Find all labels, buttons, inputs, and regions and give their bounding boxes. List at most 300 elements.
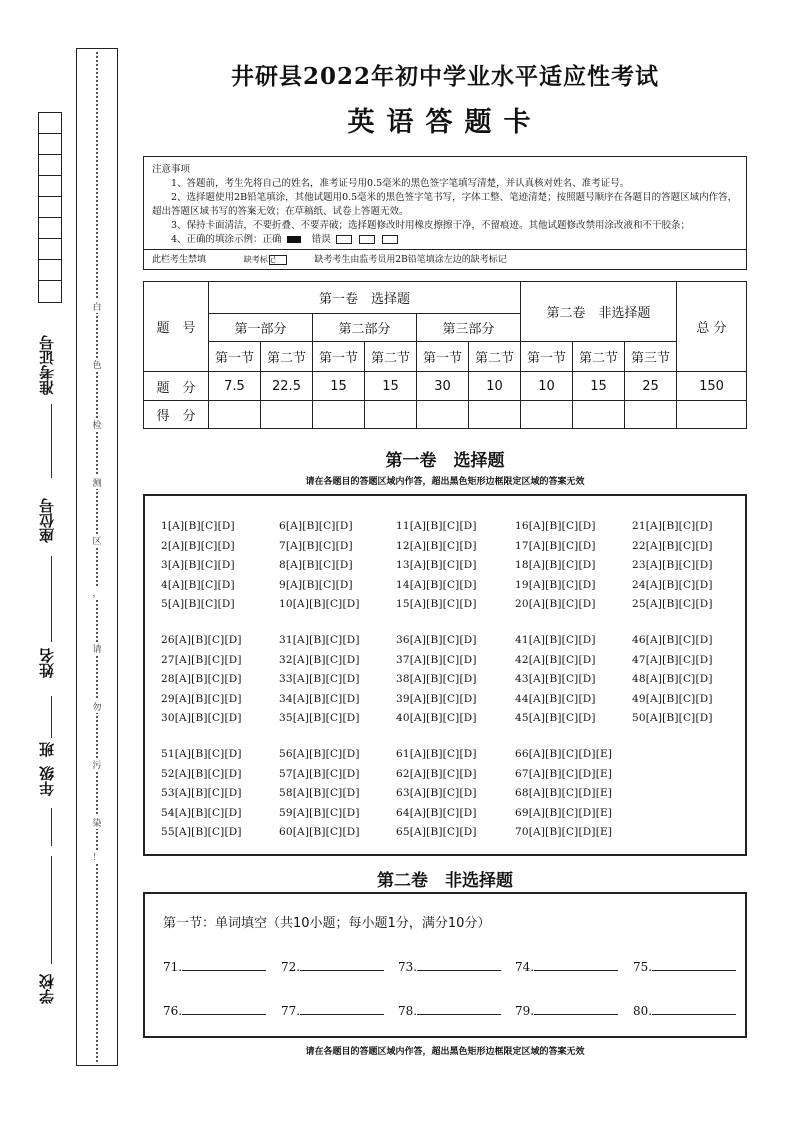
got-cell[interactable] <box>261 401 313 429</box>
answer-options[interactable]: [A][B][C][D] <box>167 539 235 552</box>
question-number: 47 <box>632 653 646 666</box>
answer-options[interactable]: [A][B][C][D] <box>528 653 596 666</box>
question-number: 57 <box>279 767 293 780</box>
answer-options[interactable]: [A][B][C][D] <box>292 748 360 760</box>
question-16[interactable] <box>515 520 596 532</box>
section2-note: 请在各题目的答题区域内作答，超出黑色矩形边框限定区域的答案无效 <box>305 1047 585 1057</box>
question-43[interactable] <box>515 673 596 685</box>
question-13[interactable] <box>396 559 477 571</box>
question-number: 12 <box>396 539 410 552</box>
correct-fill-example <box>287 236 301 243</box>
question-33[interactable] <box>279 673 360 685</box>
question-number: 42 <box>515 653 529 666</box>
score-part2-header: 第二卷 非选择题 <box>521 282 677 342</box>
question-62[interactable] <box>396 768 477 780</box>
score-value: 7.5 <box>209 372 261 401</box>
exam-number-grid <box>38 112 62 303</box>
answer-options[interactable]: [A][B][C][D] <box>528 559 596 571</box>
answer-options[interactable]: [A][B][C][D] <box>167 578 235 591</box>
answer-options[interactable]: [A][B][C][D] <box>409 767 477 780</box>
question-number: 69 <box>515 806 529 819</box>
dot-text-10: 染 <box>91 816 103 829</box>
question-26[interactable] <box>161 634 242 646</box>
score-value: 15 <box>365 372 417 401</box>
dot-text-5: 区 <box>91 534 103 547</box>
question-63[interactable] <box>396 787 477 799</box>
question-25[interactable] <box>632 598 713 610</box>
answer-options[interactable]: [A][B][C][D] <box>645 578 713 591</box>
answer-options[interactable]: [A][B][C][D] <box>174 692 242 705</box>
answer-options[interactable]: [A][B][C][D] <box>292 653 360 666</box>
question-number: 46 <box>632 634 646 646</box>
question-number: 45 <box>515 712 529 724</box>
got-cell[interactable] <box>417 401 469 429</box>
answer-options[interactable]: [A][B][C][D] <box>292 806 360 819</box>
question-number: 64 <box>396 806 410 819</box>
grade-label: 年级 <box>38 766 56 796</box>
answer-options[interactable]: [A][B][C][D] <box>528 520 596 532</box>
question-8[interactable] <box>279 559 353 571</box>
question-9[interactable] <box>279 579 353 591</box>
score-table <box>143 281 747 429</box>
score-section-4: 第二节 <box>365 342 417 372</box>
question-number: 23 <box>632 559 646 571</box>
score-part1-header: 第一卷 选择题 <box>209 282 521 314</box>
question-number: 1 <box>161 520 168 532</box>
score-value: 30 <box>417 372 469 401</box>
question-3[interactable] <box>161 559 235 571</box>
answer-options[interactable]: [A][B][C][D] <box>409 787 477 799</box>
question-number: 52 <box>161 767 175 780</box>
question-59[interactable] <box>279 807 360 819</box>
blank-74[interactable]: 74. <box>515 958 618 974</box>
question-48[interactable] <box>632 673 713 685</box>
question-number: 43 <box>515 673 529 685</box>
answer-options[interactable]: [A][B][C][D] <box>167 598 235 610</box>
question-7[interactable] <box>279 540 353 552</box>
question-number: 31 <box>279 634 293 646</box>
question-number: 18 <box>515 559 529 571</box>
question-number: 53 <box>161 787 175 799</box>
question-41[interactable] <box>515 634 596 646</box>
question-number: 35 <box>279 712 293 724</box>
question-number: 55 <box>161 826 175 838</box>
question-number: 21 <box>632 520 646 532</box>
answer-options[interactable]: [A][B][C][D] <box>174 712 242 724</box>
notice-box <box>143 156 747 270</box>
question-number: 50 <box>632 712 646 724</box>
question-64[interactable] <box>396 807 477 819</box>
section1-title: 第一卷 选择题 <box>385 451 505 471</box>
score-value: 22.5 <box>261 372 313 401</box>
score-section-7: 第一节 <box>521 342 573 372</box>
answer-sheet-title: 英语答题卡 <box>347 107 543 138</box>
answer-options[interactable]: [A][B][C][D] <box>174 767 242 780</box>
answer-options[interactable]: [A][B][C][D] <box>528 539 596 552</box>
question-18[interactable] <box>515 559 596 571</box>
answer-options[interactable]: [A][B][C][D] <box>285 539 353 552</box>
question-67[interactable] <box>515 768 612 780</box>
answer-options[interactable]: [A][B][C][D] <box>292 787 360 799</box>
answer-options[interactable]: [A][B][C][D] <box>528 578 596 591</box>
got-cell[interactable] <box>573 401 625 429</box>
question-11[interactable] <box>396 520 477 532</box>
school-label: 学校 <box>38 974 56 1004</box>
question-number: 19 <box>515 578 529 591</box>
got-cell[interactable] <box>469 401 521 429</box>
question-number: 17 <box>515 539 529 552</box>
question-number: 44 <box>515 692 529 705</box>
question-51[interactable] <box>161 748 242 760</box>
question-number: 27 <box>161 653 175 666</box>
question-number: 15 <box>396 598 410 610</box>
answer-options[interactable]: [A][B][C][D] <box>174 826 242 838</box>
question-24[interactable] <box>632 579 713 591</box>
question-number: 38 <box>396 673 410 685</box>
answer-options[interactable]: [A][B][C][D] <box>285 578 353 591</box>
question-39[interactable] <box>396 693 477 705</box>
question-number: 32 <box>279 653 293 666</box>
notice-item-2: 2、选择题使用2B铅笔填涂，其他试题用0.5毫米的黑色签字笔书写，字体工整、笔迹清楚；按照题号顺序在各题目的答题区域内作答，超出答题区域书写的答案无效；在草稿纸、试卷上答题无效。 <box>152 192 738 217</box>
question-44[interactable] <box>515 693 596 705</box>
answer-options[interactable]: [A][B][C][D] <box>409 712 477 724</box>
answer-options[interactable]: [A][B][C][D] <box>645 653 713 666</box>
question-number: 68 <box>515 787 529 799</box>
class-label: 班 <box>38 742 56 757</box>
question-40[interactable] <box>396 712 477 724</box>
notice-heading: 注意事项 <box>152 164 191 175</box>
answer-options[interactable]: [A][B][C][D] <box>409 578 477 591</box>
question-6[interactable] <box>279 520 353 532</box>
answer-options[interactable]: [A][B][C][D][E] <box>528 806 613 819</box>
got-cell[interactable] <box>625 401 677 429</box>
score-total-header: 总 分 <box>677 282 747 372</box>
answer-options[interactable]: [A][B][C][D] <box>409 598 477 610</box>
question-number: 29 <box>161 692 175 705</box>
absent-note: 缺考考生由监考员用2B铅笔填涂左边的缺考标记 <box>314 255 507 265</box>
school-line <box>51 856 52 964</box>
question-number: 14 <box>396 578 410 591</box>
dot-text-9: 污 <box>91 758 103 771</box>
answer-options[interactable]: [A][B][C][D] <box>292 767 360 780</box>
dot-text-6: ， <box>91 586 103 599</box>
question-61[interactable] <box>396 748 477 760</box>
grade-line <box>51 808 52 846</box>
question-65[interactable] <box>396 826 477 838</box>
got-cell[interactable] <box>365 401 417 429</box>
score-row-label: 题 分 <box>144 372 209 401</box>
absent-label: 缺考标记 <box>243 255 276 264</box>
wrong-cross-example-icon <box>382 235 398 244</box>
question-number: 62 <box>396 767 410 780</box>
score-value: 25 <box>625 372 677 401</box>
question-12[interactable] <box>396 540 477 552</box>
question-19[interactable] <box>515 579 596 591</box>
question-number: 58 <box>279 787 293 799</box>
question-17[interactable] <box>515 540 596 552</box>
answer-options[interactable]: [A][B][C][D] <box>645 673 713 685</box>
question-number: 56 <box>279 748 293 760</box>
answer-options[interactable]: [A][B][C][D] <box>167 520 235 532</box>
fill-answer-box <box>143 892 747 1038</box>
answer-options[interactable]: [A][B][C][D] <box>645 539 713 552</box>
answer-options[interactable]: [A][B][C][D] <box>645 559 713 571</box>
question-number: 33 <box>279 673 293 685</box>
question-number: 49 <box>632 692 646 705</box>
question-29[interactable] <box>161 693 242 705</box>
got-total-cell[interactable] <box>677 401 747 429</box>
score-value: 10 <box>469 372 521 401</box>
question-20[interactable] <box>515 598 596 610</box>
question-1[interactable] <box>161 520 235 532</box>
question-70[interactable] <box>515 826 612 838</box>
binding-dotted-line <box>96 52 98 1062</box>
score-value: 10 <box>521 372 573 401</box>
dot-text-11: ！ <box>91 850 103 863</box>
question-31[interactable] <box>279 634 360 646</box>
dot-text-3: 检 <box>91 418 103 431</box>
question-55[interactable] <box>161 826 242 838</box>
answer-options[interactable]: [A][B][C][D] <box>645 692 713 705</box>
question-number: 60 <box>279 826 293 838</box>
answer-options[interactable]: [A][B][C][D] <box>528 598 596 610</box>
question-number: 61 <box>396 748 410 760</box>
notice-bottom-row <box>152 253 738 267</box>
question-27[interactable] <box>161 654 242 666</box>
question-32[interactable] <box>279 654 360 666</box>
answer-options[interactable]: [A][B][C][D] <box>528 692 596 705</box>
blank-71[interactable]: 71. <box>163 958 266 974</box>
question-number: 37 <box>396 653 410 666</box>
answer-options[interactable]: [A][B][C][D] <box>409 520 477 532</box>
score-total-value: 150 <box>677 372 747 401</box>
notice-item-4 <box>152 233 738 247</box>
answer-options[interactable]: [A][B][C][D] <box>409 539 477 552</box>
answer-options[interactable]: [A][B][C][D][E] <box>528 767 613 780</box>
notice-wrong-text: 错误 <box>311 234 331 245</box>
score-subpart-2: 第二部分 <box>313 314 417 342</box>
exam-number-line <box>51 404 52 478</box>
answer-options[interactable]: [A][B][C][D] <box>174 653 242 666</box>
score-subpart-3: 第三部分 <box>417 314 521 342</box>
seat-number-label: 座位号 <box>38 498 56 543</box>
answer-options[interactable]: [A][B][C][D] <box>409 692 477 705</box>
question-number: 20 <box>515 598 529 610</box>
got-cell[interactable] <box>521 401 573 429</box>
question-47[interactable] <box>632 654 713 666</box>
answer-options[interactable]: [A][B][C][D] <box>292 673 360 685</box>
question-23[interactable] <box>632 559 713 571</box>
seat-number-line <box>51 556 52 642</box>
answer-options[interactable]: [A][B][C][D] <box>645 712 713 724</box>
absent-mark-box[interactable] <box>269 255 287 265</box>
blank-80[interactable]: 80. <box>633 1002 736 1018</box>
question-52[interactable] <box>161 768 242 780</box>
score-value: 15 <box>313 372 365 401</box>
question-5[interactable] <box>161 598 235 610</box>
question-number: 48 <box>632 673 646 685</box>
score-value: 15 <box>573 372 625 401</box>
question-number: 3 <box>161 559 168 571</box>
question-number: 4 <box>161 578 168 591</box>
notice-item-3: 3、保持卡面清洁，不要折叠、不要弄破；选择题修改时用橡皮擦擦干净，不留痕迹。其他试题修改禁用涂改液和不干胶条； <box>171 220 691 231</box>
question-number: 25 <box>632 598 646 610</box>
score-col-header: 题 号 <box>144 282 209 372</box>
question-number: 30 <box>161 712 175 724</box>
blank-76[interactable]: 76. <box>163 1002 266 1018</box>
question-number: 8 <box>279 559 286 571</box>
blank-72[interactable]: 72. <box>281 958 384 974</box>
answer-options[interactable]: [A][B][C][D][E] <box>528 748 613 760</box>
answer-options[interactable]: [A][B][C][D] <box>528 673 596 685</box>
question-49[interactable] <box>632 693 713 705</box>
question-53[interactable] <box>161 787 242 799</box>
blank-79[interactable]: 79. <box>515 1002 618 1018</box>
question-4[interactable] <box>161 579 235 591</box>
got-cell[interactable] <box>313 401 365 429</box>
question-number: 7 <box>279 539 286 552</box>
question-15[interactable] <box>396 598 477 610</box>
answer-options[interactable]: [A][B][C][D] <box>174 634 242 646</box>
question-28[interactable] <box>161 673 242 685</box>
question-number: 34 <box>279 692 293 705</box>
dot-text-4: 测 <box>91 476 103 489</box>
answer-options[interactable]: [A][B][C][D] <box>409 559 477 571</box>
question-number: 11 <box>396 520 410 532</box>
question-46[interactable] <box>632 634 713 646</box>
notice-divider <box>144 249 746 250</box>
answer-options[interactable]: [A][B][C][D] <box>292 634 360 646</box>
question-56[interactable] <box>279 748 360 760</box>
section1-note: 请在各题目的答题区域内作答，超出黑色矩形边框限定区域的答案无效 <box>305 477 585 487</box>
fill-section-title: 第一节：单词填空（共10小题；每小题1分，满分10分） <box>163 916 491 931</box>
question-number: 65 <box>396 826 410 838</box>
answer-options[interactable]: [A][B][C][D] <box>292 692 360 705</box>
question-number: 36 <box>396 634 410 646</box>
answer-options[interactable]: [A][B][C][D] <box>409 673 477 685</box>
score-subpart-1: 第一部分 <box>209 314 313 342</box>
answer-options[interactable]: [A][B][C][D] <box>645 598 713 610</box>
question-37[interactable] <box>396 654 477 666</box>
score-section-6: 第二节 <box>469 342 521 372</box>
question-number: 63 <box>396 787 410 799</box>
question-number: 22 <box>632 539 646 552</box>
answer-options[interactable]: [A][B][C][D][E] <box>528 787 613 799</box>
answer-options[interactable]: [A][B][C][D] <box>174 673 242 685</box>
answer-options[interactable]: [A][B][C][D] <box>167 559 235 571</box>
question-22[interactable] <box>632 540 713 552</box>
question-14[interactable] <box>396 579 477 591</box>
score-section-9: 第三节 <box>625 342 677 372</box>
question-number: 66 <box>515 748 529 760</box>
answer-options[interactable]: [A][B][C][D] <box>409 634 477 646</box>
dot-text-8: 勿 <box>91 700 103 713</box>
question-21[interactable] <box>632 520 713 532</box>
answer-options[interactable]: [A][B][C][D] <box>409 748 477 760</box>
question-2[interactable] <box>161 540 235 552</box>
question-number: 26 <box>161 634 175 646</box>
notice-item-1: 1、答题前，考生先将自己的姓名，准考证号用0.5毫米的黑色签字笔填写清楚，并认真核对姓名、准考证号。 <box>171 178 630 189</box>
got-cell[interactable] <box>209 401 261 429</box>
question-number: 40 <box>396 712 410 724</box>
blank-78[interactable]: 78. <box>398 1002 501 1018</box>
notice-correct-text: 4、正确的填涂示例：正确 <box>171 234 282 245</box>
wrong-circle-example-icon <box>359 235 375 244</box>
question-54[interactable] <box>161 807 242 819</box>
answer-options[interactable]: [A][B][C][D] <box>292 598 360 610</box>
score-section-5: 第一节 <box>417 342 469 372</box>
question-number: 54 <box>161 806 175 819</box>
question-66[interactable] <box>515 748 612 760</box>
answer-options[interactable]: [A][B][C][D] <box>285 520 353 532</box>
answer-options[interactable]: [A][B][C][D] <box>292 712 360 724</box>
blank-75[interactable]: 75. <box>633 958 736 974</box>
blank-77[interactable]: 77. <box>281 1002 384 1018</box>
answer-options[interactable]: [A][B][C][D] <box>409 826 477 838</box>
answer-options[interactable]: [A][B][C][D] <box>645 634 713 646</box>
answer-options[interactable]: [A][B][C][D] <box>285 559 353 571</box>
score-section-8: 第二节 <box>573 342 625 372</box>
question-42[interactable] <box>515 654 596 666</box>
question-57[interactable] <box>279 768 360 780</box>
question-number: 41 <box>515 634 529 646</box>
answer-options[interactable]: [A][B][C][D] <box>174 748 242 760</box>
question-38[interactable] <box>396 673 477 685</box>
blank-73[interactable]: 73. <box>398 958 501 974</box>
question-number: 67 <box>515 767 529 780</box>
answer-options[interactable]: [A][B][C][D] <box>292 826 360 838</box>
answer-options[interactable]: [A][B][C][D] <box>174 787 242 799</box>
question-number: 24 <box>632 578 646 591</box>
score-section-3: 第一节 <box>313 342 365 372</box>
question-10[interactable] <box>279 598 360 610</box>
question-number: 5 <box>161 598 168 610</box>
score-section-1: 第一节 <box>209 342 261 372</box>
answer-options[interactable]: [A][B][C][D] <box>528 634 596 646</box>
question-30[interactable] <box>161 712 242 724</box>
answer-options[interactable]: [A][B][C][D] <box>174 806 242 819</box>
forbidden-label: 此栏考生禁填 <box>152 255 207 265</box>
question-number: 70 <box>515 826 529 838</box>
answer-options[interactable]: [A][B][C][D] <box>645 520 713 532</box>
exam-title: 井研县2022年初中学业水平适应性考试 <box>230 63 659 90</box>
score-section-2: 第二节 <box>261 342 313 372</box>
question-number: 6 <box>279 520 286 532</box>
answer-options[interactable]: [A][B][C][D] <box>409 806 477 819</box>
answer-options[interactable]: [A][B][C][D] <box>528 712 596 724</box>
question-number: 16 <box>515 520 529 532</box>
got-row-label: 得 分 <box>144 401 209 429</box>
question-45[interactable] <box>515 712 596 724</box>
name-line <box>51 696 52 738</box>
question-34[interactable] <box>279 693 360 705</box>
dot-text-7: 请 <box>91 642 103 655</box>
question-36[interactable] <box>396 634 477 646</box>
question-68[interactable] <box>515 787 612 799</box>
question-35[interactable] <box>279 712 360 724</box>
question-60[interactable] <box>279 826 360 838</box>
answer-options[interactable]: [A][B][C][D] <box>409 653 477 666</box>
question-58[interactable] <box>279 787 360 799</box>
question-69[interactable] <box>515 807 612 819</box>
answer-options[interactable]: [A][B][C][D][E] <box>528 826 613 838</box>
section2-title: 第二卷 非选择题 <box>377 871 513 891</box>
wrong-check-example-icon <box>336 235 352 244</box>
question-number: 59 <box>279 806 293 819</box>
question-number: 28 <box>161 673 175 685</box>
question-50[interactable] <box>632 712 713 724</box>
name-label: 姓名 <box>38 648 56 678</box>
